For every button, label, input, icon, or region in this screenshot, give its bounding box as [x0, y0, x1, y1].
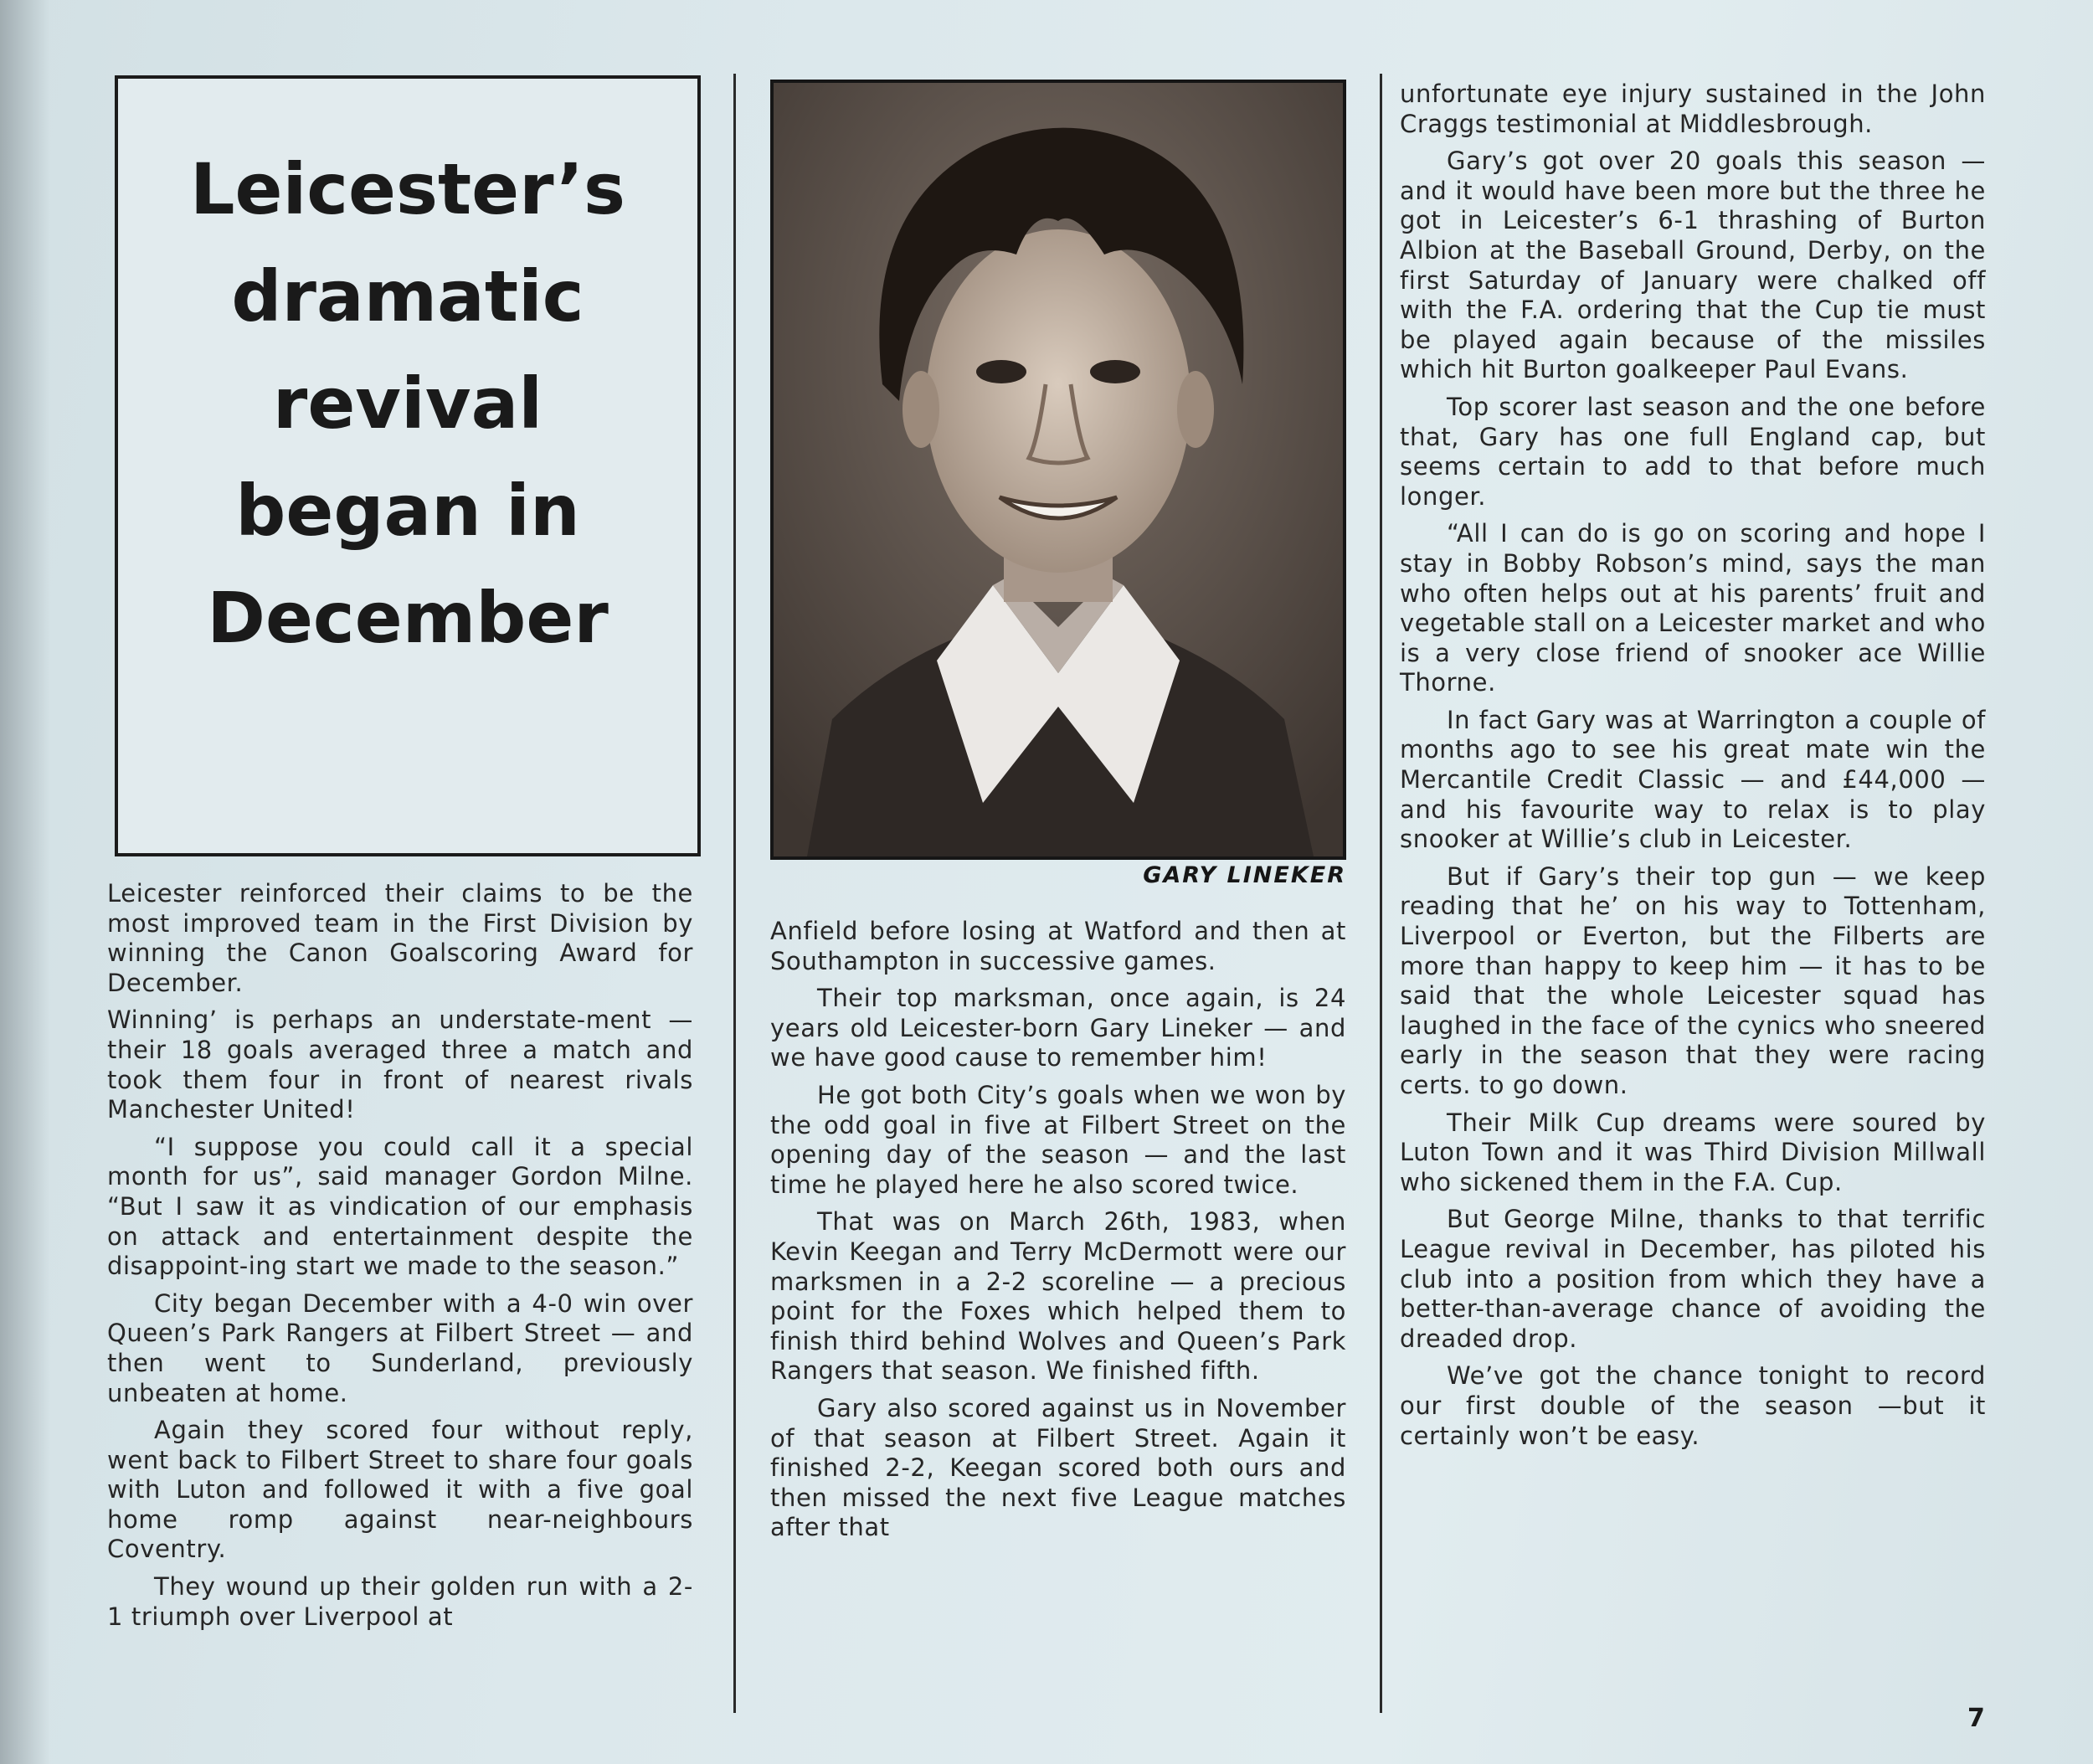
headline-line: revival [272, 363, 543, 445]
page-number: 7 [1967, 1704, 1985, 1733]
spine-shadow [0, 0, 50, 1764]
left-eye [976, 360, 1026, 383]
paragraph: That was on March 26th, 1983, when Kevin Keegan and Terry McDermott were our marksmen in a 2-2 scoreline — a precious point for the Foxes which helped them to finish third behind Wolves and Queen’s Park Rangers that season. We finished fifth. [770, 1207, 1346, 1386]
paragraph: unfortunate eye injury sustained in the John Craggs testimonial at Middlesbrough. [1400, 80, 1986, 138]
paragraph: They wound up their golden run with a 2-1 triumph over Liverpool at [107, 1572, 693, 1631]
article-column-right [1400, 80, 1986, 1458]
left-ear [903, 371, 939, 448]
headline-line: December [207, 577, 609, 659]
headline-box [115, 75, 701, 856]
right-eye [1090, 360, 1140, 383]
paragraph: “All I can do is go on scoring and hope I stay in Bobby Robson’s mind, says the man who often helps out at his parents’ fruit and vegetable stall on a Leicester market and who is a very close friend of snooker ace Willie Thorne. [1400, 519, 1986, 697]
article-column-left [107, 879, 693, 1639]
paragraph: In fact Gary was at Warrington a couple of months ago to see his great mate win the Mercantile Credit Classic — and £44,000 — and his favourite way to relax is to play snooker at Willie’s club in Leicester. [1400, 705, 1986, 854]
headline-line: dramatic [231, 255, 584, 337]
paragraph: He got both City’s goals when we won by the odd goal in five at Filbert Street on the opening day of the season — and the last time he played here he also scored twice. [770, 1080, 1346, 1199]
column-rule [1380, 74, 1382, 1713]
paragraph: “I suppose you could call it a special month for us”, said manager Gordon Milne. “But I saw it as vindication of our emphasis on attack and entertainment despite the disappoint-ing start we made to the season.” [107, 1132, 693, 1281]
paragraph: But if Gary’s their top gun — we keep reading that he’ on his way to Tottenham, Liverpool or Everton, but the Filberts are more than happy to keep him — it has to be said that the whole Leicester squad has laughed in the face of the cynics who sneered early in the season that they were racing certs. to go down. [1400, 861, 1986, 1099]
headline [118, 136, 697, 671]
photo-caption: GARY LINEKER [1143, 862, 1346, 888]
right-ear [1177, 371, 1214, 448]
paragraph: Gary also scored against us in November of that season at Filbert Street. Again it finished 2-2, Keegan scored both ours and then missed the next five League matches after that [770, 1393, 1346, 1542]
headline-line: Leicester’s [189, 148, 626, 230]
player-face [926, 229, 1190, 573]
paragraph: But George Milne, thanks to that terrific League revival in December, has piloted his club into a position from which they have a better-than-average chance of avoiding the dreaded drop. [1400, 1205, 1986, 1353]
article-column-middle [770, 917, 1346, 1551]
paragraph: Again they scored four without reply, went back to Filbert Street to share four goals with Luton and followed it with a five goal home romp against near-neighbours Coventry. [107, 1416, 693, 1564]
paragraph: City began December with a 4-0 win over Queen’s Park Rangers at Filbert Street — and then went to Sunderland, previously unbeaten at home. [107, 1288, 693, 1407]
paragraph: Their Milk Cup dreams were soured by Luton Town and it was Third Division Millwall who sickened them in the F.A. Cup. [1400, 1108, 1986, 1196]
paragraph: We’ve got the chance tonight to record our first double of the season —but it certainly won’t be easy. [1400, 1361, 1986, 1450]
player-portrait-image [774, 83, 1343, 856]
column-rule [733, 74, 736, 1713]
paragraph: Winning’ is perhaps an understate-ment — their 18 goals averaged three a match and took them four in front of nearest rivals Manchester United! [107, 1005, 693, 1124]
paragraph: Leicester reinforced their claims to be the most improved team in the First Division by winning the Canon Goalscoring Award for December. [107, 879, 693, 997]
paragraph: Their top marksman, once again, is 24 years old Leicester-born Gary Lineker — and we have good cause to remember him! [770, 984, 1346, 1072]
headline-line: began in [235, 470, 580, 552]
player-photo [770, 80, 1346, 860]
paragraph: Anfield before losing at Watford and then at Southampton in successive games. [770, 917, 1346, 975]
paragraph: Top scorer last season and the one before that, Gary has one full England cap, but seems certain to add to that before much longer. [1400, 392, 1986, 511]
paragraph: Gary’s got over 20 goals this season — and it would have been more but the three he got in Leicester’s 6-1 thrashing of Burton Albion at the Baseball Ground, Derby, on the first Saturday of January were chalked off with the F.A. ordering that the Cup tie must be played again because of the missiles which hit Burton goalkeeper Paul Evans. [1400, 147, 1986, 384]
